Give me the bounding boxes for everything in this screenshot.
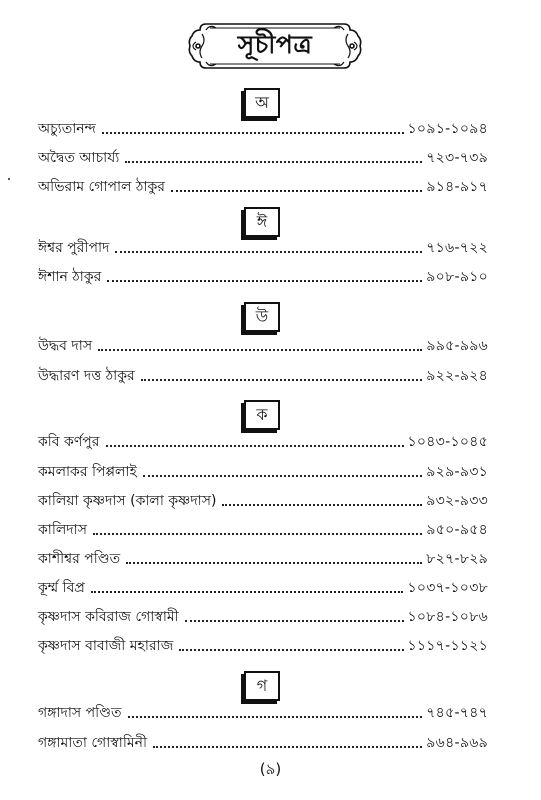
entry-name: কূর্ম্ম বিপ্র bbox=[38, 580, 85, 596]
dot-leader bbox=[141, 379, 423, 381]
entry-name: কাশীশ্বর পণ্ডিত bbox=[38, 551, 121, 567]
dot-leader bbox=[143, 475, 423, 477]
entry-name: কালিয়া কৃষ্ণদাস (কালা কৃষ্ণদাস) bbox=[38, 493, 217, 509]
list-item bbox=[38, 733, 488, 753]
section-letter-a: অ bbox=[244, 88, 280, 118]
entry-name: কৃষ্ণদাস বাবাজী মহারাজ bbox=[38, 638, 174, 654]
entry-pages: ১০৯১-১০৯৪ bbox=[407, 121, 488, 137]
dot-leader bbox=[91, 591, 404, 593]
entry-pages: ৯২৯-৯৩১ bbox=[426, 464, 488, 480]
section-letter-ii: ঈ bbox=[244, 207, 280, 237]
entry-pages: ৯৯৫-৯৯৬ bbox=[426, 338, 488, 354]
dot-leader bbox=[126, 562, 422, 564]
list-item bbox=[38, 119, 488, 139]
entry-pages: ১০৮৪-১০৮৬ bbox=[407, 609, 488, 625]
entry-name: অচ্যুতানন্দ bbox=[38, 121, 96, 137]
entry-pages: ৯১৪-৯১৭ bbox=[426, 179, 488, 195]
list-item bbox=[38, 462, 488, 482]
dot-leader bbox=[171, 190, 422, 192]
dot-leader bbox=[128, 716, 423, 718]
page-number: (৯) bbox=[259, 760, 282, 778]
dot-leader bbox=[222, 504, 422, 506]
list-item bbox=[38, 607, 488, 627]
entry-name: ঈশ্বর পুরীপাদ bbox=[38, 240, 110, 256]
list-item bbox=[38, 491, 488, 511]
stray-mark bbox=[8, 178, 10, 180]
entry-pages: ৯০৮-৯১০ bbox=[426, 269, 488, 285]
dot-leader bbox=[115, 251, 422, 253]
list-item bbox=[38, 578, 488, 598]
list-item bbox=[38, 549, 488, 569]
list-item bbox=[38, 520, 488, 540]
entry-name: উদ্ধব দাস bbox=[38, 338, 93, 354]
entry-name: গঙ্গামাতা গোস্বামিনী bbox=[38, 735, 148, 751]
list-item bbox=[38, 267, 488, 287]
entry-name: গঙ্গাদাস পণ্ডিত bbox=[38, 705, 122, 721]
entry-pages: ৯৫০-৯৫৪ bbox=[426, 522, 488, 538]
entry-name: ঈশান ঠাকুর bbox=[38, 269, 102, 285]
list-item bbox=[38, 636, 488, 656]
entry-pages: ৯৩২-৯৩৩ bbox=[426, 493, 488, 509]
section-letter-ka: ক bbox=[244, 400, 280, 430]
entry-name: কালিদাস bbox=[38, 522, 87, 538]
dot-leader bbox=[125, 161, 422, 163]
section-letter-u: উ bbox=[244, 302, 280, 332]
entry-pages: ৯৬৪-৯৬৯ bbox=[426, 735, 488, 751]
page-title: সূচীপত্র bbox=[237, 29, 313, 59]
entry-pages: ১১১৭-১১২১ bbox=[407, 638, 488, 654]
entry-name: অভিরাম গোপাল ঠাকুর bbox=[38, 179, 165, 195]
list-item bbox=[38, 148, 488, 168]
entry-name: কমলাকর পিপ্পলাই bbox=[38, 464, 137, 480]
list-item bbox=[38, 366, 488, 386]
entry-name: কৃষ্ণদাস কবিরাজ গোস্বামী bbox=[38, 609, 179, 625]
list-item bbox=[38, 703, 488, 723]
list-item bbox=[38, 336, 488, 356]
dot-leader bbox=[107, 280, 422, 282]
dot-leader bbox=[185, 620, 404, 622]
dot-leader bbox=[102, 132, 404, 134]
list-item bbox=[38, 238, 488, 258]
entry-pages: ৭২৩-৭৩৯ bbox=[426, 150, 488, 166]
entry-pages: ১০৪৩-১০৪৫ bbox=[407, 434, 488, 450]
entry-name: উদ্ধারণ দত্ত ঠাকুর bbox=[38, 368, 135, 384]
entry-name: কবি কর্ণপুর bbox=[38, 434, 100, 450]
dot-leader bbox=[106, 445, 404, 447]
title-frame bbox=[186, 18, 364, 74]
entry-name: অদ্বৈত আচার্য্য bbox=[38, 150, 120, 166]
entry-pages: ৮২৭-৮২৯ bbox=[426, 551, 488, 567]
entry-pages: ১০৩৭-১০৩৮ bbox=[407, 580, 488, 596]
dot-leader bbox=[153, 746, 422, 748]
section-letter-ga: গ bbox=[244, 671, 280, 701]
entry-pages: ৭১৬-৭২২ bbox=[426, 240, 488, 256]
dot-leader bbox=[93, 533, 422, 535]
entry-pages: ৯২২-৯২৪ bbox=[426, 368, 488, 384]
list-item bbox=[38, 432, 488, 452]
dot-leader bbox=[179, 649, 403, 651]
dot-leader bbox=[98, 349, 422, 351]
entry-pages: ৭৪৫-৭৪৭ bbox=[426, 705, 488, 721]
list-item bbox=[38, 177, 488, 197]
